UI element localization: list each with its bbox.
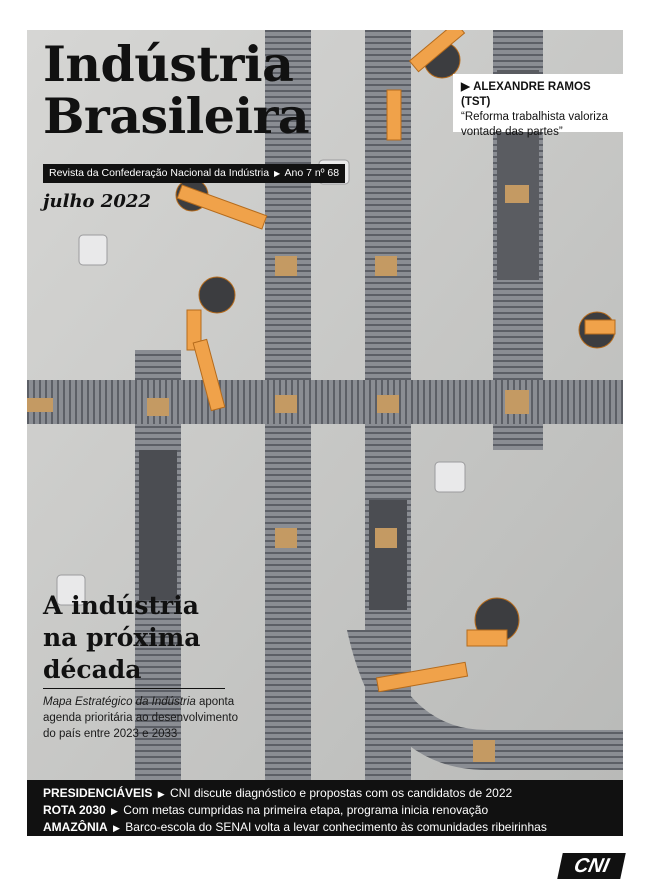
cover-deck — [43, 694, 243, 742]
interview-teaser — [453, 74, 623, 138]
news-text: CNI discute diagnóstico e propostas com os candidatos de 2022 — [166, 786, 513, 800]
issue-number: Ano 7 nº 68 — [284, 167, 340, 179]
news-strip — [27, 780, 623, 836]
news-tag: AMAZÔNIA — [43, 820, 108, 834]
cover-headline — [43, 590, 200, 686]
headline-divider — [43, 688, 225, 689]
deck-text: aponta agenda prioritária ao desenvolvimento do país entre 2023 e 2033 — [43, 696, 238, 740]
news-item — [43, 819, 607, 836]
cni-logo: CNI — [557, 853, 626, 879]
headline-line: na próxima — [43, 623, 201, 652]
news-text: Com metas cumpridas na primeira etapa, programa inicia renovação — [119, 803, 489, 817]
news-tag: PRESIDENCIÁVEIS — [43, 786, 153, 800]
news-item — [43, 802, 607, 819]
news-item — [43, 785, 607, 802]
triangle-arrow-icon: ▶ — [157, 789, 165, 799]
magazine-title-line2: Brasileira — [43, 87, 310, 145]
headline-line: A indústria — [43, 591, 199, 620]
triangle-arrow-icon: ▶ — [461, 81, 470, 93]
publisher-name: Revista da Confederação Nacional da Indústria — [49, 167, 270, 179]
magazine-title-line1: Indústria — [43, 35, 294, 93]
triangle-arrow-icon: ▶ — [111, 806, 118, 816]
interviewee-name: ALEXANDRE RAMOS (TST) — [461, 81, 591, 108]
issue-date: julho 2022 — [43, 191, 151, 212]
publisher-bar — [43, 164, 345, 183]
headline-line: década — [43, 655, 142, 684]
triangle-arrow-icon: ▶ — [273, 169, 281, 178]
news-tag: ROTA 2030 — [43, 803, 106, 817]
deck-publication-title: Mapa Estratégico da Indústria — [43, 696, 196, 708]
interview-quote: “Reforma trabalhista valoriza vontade das partes” — [461, 111, 609, 138]
triangle-arrow-icon: ▶ — [113, 823, 120, 833]
magazine-title — [43, 35, 310, 145]
news-text: Barco-escola do SENAI volta a levar conhecimento às comunidades ribeirinhas — [121, 820, 547, 834]
cover-photo — [27, 30, 623, 780]
